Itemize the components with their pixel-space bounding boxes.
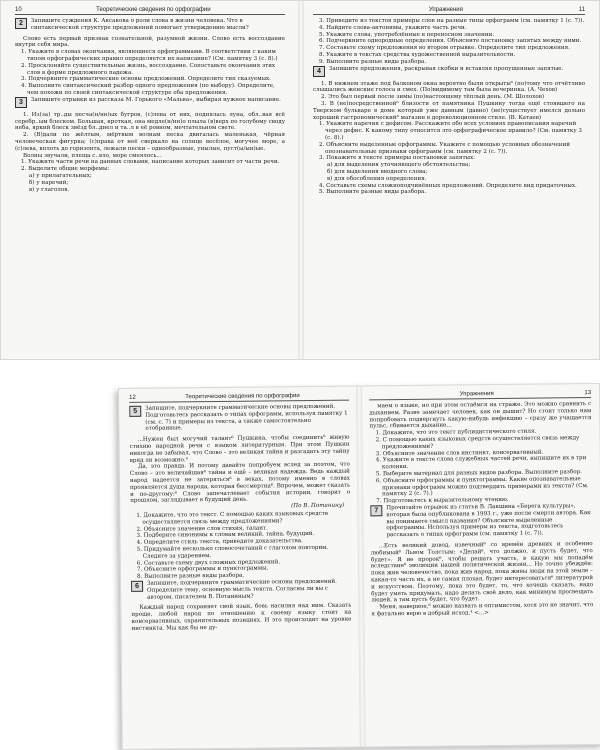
task-item: б) для выделения вводного слова;	[327, 168, 428, 175]
task-item: 4. Составьте схемы сложноподчинённых предложений. Определите вид придаточных.	[319, 182, 577, 189]
exercise-number: 4	[313, 66, 325, 77]
text-paragraph: ...Нужен был могучий талант⁶ Пушкина, чтобы соединить⁶ живую стихию народной речи с языком литературным. При этом Пушкин никогда не забывал, что Слово – это великая тайна и разгадать эту тайну вряд ли возможно.⁴	[129, 434, 350, 464]
page-number: 11	[578, 7, 585, 13]
task-item: 3. Подчеркните грамматические основы предложений. Определите тип сказуемых.	[21, 76, 271, 83]
exercise-number: 2	[15, 18, 27, 29]
task-item: 6. Объясните орфограммы и пунктограммы. Какие опознавательные признаки орфограмм можно подтвердить примерами из текста? (См. памятку 2 (с. 7).)	[375, 475, 589, 498]
task-item: 8. Укажите в текстах средства художественной выразительности.	[319, 51, 516, 58]
exercise-instruction: Запишите предложения, раскрывая скобки и вставляя пропущенные запятые.	[328, 65, 564, 72]
exercise-number: 6	[131, 581, 143, 592]
task-item: 3. Приведите из текстов примеры слов на разные типы орфограмм (см. памятку 1 (с. 7)).	[319, 18, 585, 24]
text-paragraph: 1. В нижнем этаже под балконом окна вероятно были открыты⁶ (по)тому что отчётливо слышались женские голоса и смех. (По)видимому там была вечеринка. (А. Чехов)	[313, 80, 585, 94]
task-item: 2. Выделите общие морфемы:	[21, 166, 110, 173]
task-item: 5. Укажите слова, употреблённые в переносном значении.	[319, 31, 495, 38]
task-item: 7. Объясните орфограммы и пунктограммы.	[136, 565, 269, 574]
task-item: 9. Выполните разные виды разбора.	[319, 58, 427, 65]
text-paragraph: 1. Из(за) тр..ды песча(н/нн)ых бугров, (с)лева от них, поднялась луна, обл..вая всё серебр..ым блеском. Большая, кроткая, она медле(н/нн)о плыла (в)верх по голубому своду неба, яркий блеск звёзд бл..днел и та..л в её ровном, мечтательном свете.	[15, 111, 285, 132]
page-number: 10	[15, 7, 22, 13]
task-item: 1. Укажите наречия с дефисом. Расскажите обо всех условиях правописания наречий через дефис. К какому типу относится это орфографическое правило? (См. памятку 3 (с. 8).)	[319, 121, 582, 141]
page-body	[313, 18, 585, 196]
page-body	[369, 401, 593, 618]
task-item: 2. Объясните значение слов стихия, талант.	[136, 524, 268, 533]
running-title: Упражнения	[428, 7, 463, 13]
text-paragraph: Слово есть первый признак сознательной, разумной жизни. Слово есть воссоздание внутри себя мира.	[15, 35, 285, 49]
task-item: 4. Укажите в тексте слова служебных частей речи, выпишите их в три колонки.	[375, 455, 587, 471]
exercise-heading	[15, 18, 285, 32]
exercise-instruction: Прочитайте отрывок из статьи В. Лакшина «Берега культуры», которая была опубликована в 1993 г., уже после смерти автора. Как вы понимаете смысл названия? Объясните выделенные орфограммы. Используя примеры из текста, подготовьтесь рассказать о типах орфограмм (см. памятку 1 (с. 7)).	[386, 503, 591, 539]
exercise-number: 5	[129, 406, 141, 417]
page-right	[369, 384, 595, 746]
task-item: 7. Подготовьтесь к выразительному чтению.	[376, 497, 509, 505]
exercise-instruction: Запишите, подчеркните грамматические основы предложений. Подготовьтесь рассказать о типах орфограмм, используя памятку 1 (см. с. 7) и примеры из текста, а также самостоятельно отобранные.	[145, 403, 348, 433]
task-item: 3. Объясните значение слов инстинкт, консервативный.	[375, 449, 544, 457]
running-title: Теоретические сведения по орфографии	[185, 393, 300, 401]
page-number: 12	[129, 394, 136, 401]
exercise-instruction: Запишите отрывки из рассказа М. Горького «Мальва», выбирая нужное написание.	[30, 96, 281, 103]
top-book-spread	[0, 0, 600, 360]
text-paragraph: Волны звучали, плеща с..вло, море смеялось...	[23, 152, 162, 159]
task-item: 3. Покажите в тексте примеры постановки запятых:	[319, 155, 476, 162]
task-item: а) у прилагательных;	[29, 172, 92, 179]
page-left	[129, 387, 353, 749]
task-item: 5. Придумайте несколько словосочетаний с глаголом повторим. Следите за ударением.	[136, 544, 329, 560]
text-paragraph: 2. (В)дали по жёлтым, мёртвым волнам песка двигалась маленькая, чёрная человеческая фигурка; (с)права от неё сверкало на солнце весёлое, могучее море, а (с)лева, вплоть до горизонта, лежали пески – однообразные, унылые, пуст(ы/ын)ые.	[15, 132, 285, 152]
task-item: 1. Укажите в словах окончания, являющиеся орфограммами. В соответствии с каким типом орфографических правил определяется их написание? (См. памятку 3 (с. 8).)	[21, 49, 278, 62]
task-item: 1. Укажите части речи на данных словами, написание которых зависит от части речи.	[21, 159, 280, 166]
task-item: 2. Просклоняйте существительные жизнь, воссоздание. Сопоставьте окончания этих слов в форме предложного падежа.	[21, 62, 276, 76]
page-header	[369, 390, 591, 400]
text-paragraph: 2. Это был первый после зимы (по)настоящему тёплый день. (М. Шолохов)	[321, 94, 545, 101]
exercise-heading	[15, 97, 285, 108]
page-header	[313, 7, 585, 15]
task-item: 7. Составьте схему предложения во втором отрывке. Определите тип предложения.	[319, 45, 570, 52]
task-item: 2. С помощью каких языковых средств осуществляется связь между предложениями?	[375, 435, 580, 451]
task-item: 2. Объясните выделенные орфограммы. Укажите с помощью условных обозначений опознавательные признаки орфограмм (см. памятку 2 (с. 7)).	[319, 141, 570, 155]
task-item: 4. Определите стиль текста, приведите доказательства.	[136, 538, 303, 546]
task-item: 1. Докажите, что это текст публицистического стиля.	[375, 428, 537, 437]
page-header	[129, 393, 349, 403]
text-paragraph: Каждый народ сохраняет свой язык, бовь насилия над ним. Сказать проще, любой народ по отношению к своему языку стоит на консервативных, охранительных позициях. И это происходит на уровне инстинкта. Мы как бы не ду-	[131, 602, 352, 632]
task-item: 5. Выберите материал для разных видов разбора. Выполните разбор.	[375, 469, 582, 478]
task-item: б) у наречий;	[29, 179, 69, 186]
exercise-instruction: Запишите суждения К. Аксакова о роли слова в жизни человека. Что в синтаксической структуре предложений помогает утверждению мысли?	[30, 18, 249, 31]
page-right	[313, 1, 585, 359]
task-item: 3. Подберите синонимы к словам великий, тайна, будущий.	[136, 531, 315, 540]
exercise-heading	[131, 578, 351, 601]
task-item: 1. Докажите, что это текст. С помощью каких языковых средств осуществляется связь между предложениями?	[136, 510, 329, 526]
page-body	[15, 18, 285, 193]
text-attribution: (По В. Потанину)	[291, 502, 345, 510]
task-item: в) у глаголов.	[29, 186, 70, 193]
running-title: Упражнения	[459, 391, 494, 398]
task-item: 5. Выполните разные виды разбора.	[319, 189, 427, 196]
exercise-number: 7	[370, 505, 382, 516]
exercise-heading	[129, 404, 349, 433]
text-paragraph: Да, это правда. И потому давайте попробуем вслед за поэтом, что Слово – это величайшая⁶ тайна и ещё – великая надежда. Ведь каждый народ надеется не затеряться⁶ в веках, потому именно в словах проявляется душа народа, которая бессмертна⁶. Впрочем, может сказать и по-другому:⁶ Слово запечатлевает события истории, говорит о прошлом, заглядывает в будущий день.	[129, 461, 351, 505]
task-item: 4. Выполните синтаксический разбор одного предложения (по выбору). Определите, чем похожи по своей синтаксической структуре оба предложения.	[21, 83, 275, 96]
text-paragraph: маем о языке, но при этом остаёмся на страже. Это можно сравнить с дыханием. Разве замечает человек, как он дышит? Но стоит только нам попробовать подвергнуть какую-нибудь инфекцию – сразу же учащается пульс, сбивается дыхание...	[369, 401, 592, 430]
task-item: 8. Выполните разные виды разбора.	[136, 572, 245, 580]
task-item: а) для выделения уточняющего обстоятельства;	[327, 162, 471, 169]
task-item: в) для обособления определения.	[327, 175, 427, 182]
page-number: 13	[584, 390, 592, 397]
text-paragraph: 3. В (не)посредственной⁶ близости от памятника Пушкину тогда ещё стоявшего на Тверском бульваре в доме который уже давным (давно) (не)существует имелся дольно хороший гастрономический⁶ магазин в дореволюционном стиле. (В. Катаев)	[313, 100, 585, 121]
exercise-heading	[370, 503, 592, 539]
page-left	[15, 1, 285, 359]
text-paragraph: Меня, наверное,⁶ можно назвать и оптимистом, хотя это не значит, что я фатально верю в добрый исход.⁴ <...>	[371, 602, 594, 618]
bottom-book-spread	[118, 383, 600, 750]
task-item: 4. Найдите слова-антонимы, укажите часть речи.	[319, 24, 467, 31]
task-item: 6. Составьте схему двух сложных предложений.	[136, 558, 281, 567]
exercise-instruction: Запишите, подчеркните грамматические основы предложений. Определите тему, основную мысль текста. Согласны ли вы с автором, писателем В. Потаниным?	[146, 578, 337, 601]
exercise-heading	[313, 66, 585, 77]
page-body	[129, 404, 351, 633]
text-paragraph: ...Есть великий довод, извечный⁶ со времён древних и особенно любимый⁶ Львом Толстым: «Делай⁶, что должно, и пусть будет, что будет». Я не пророк⁶, чтобы решать участь, в какую мы попадём вследствие⁶ эволюции нашей политической жизни... Но точно убеждён: пока жив человечество, пока жив народ, пока живы люди на этой земле – какая-то часть их, а не самая плохая, будет интересоваться⁶ литературой и искусством. Поэтому, пока это будет, то, что хочешь сказать, надо будет уметь придумать, надо делать своё дело, как минимум просвещать людей, а там пусть будет, что будет.	[370, 540, 594, 604]
task-item: 6. Подчеркните однородные определения. Объясните постановку запятых между ними.	[319, 38, 582, 45]
running-title: Теоретические сведения по орфографии	[96, 7, 211, 13]
exercise-number: 3	[15, 97, 27, 108]
page-header	[15, 7, 285, 15]
